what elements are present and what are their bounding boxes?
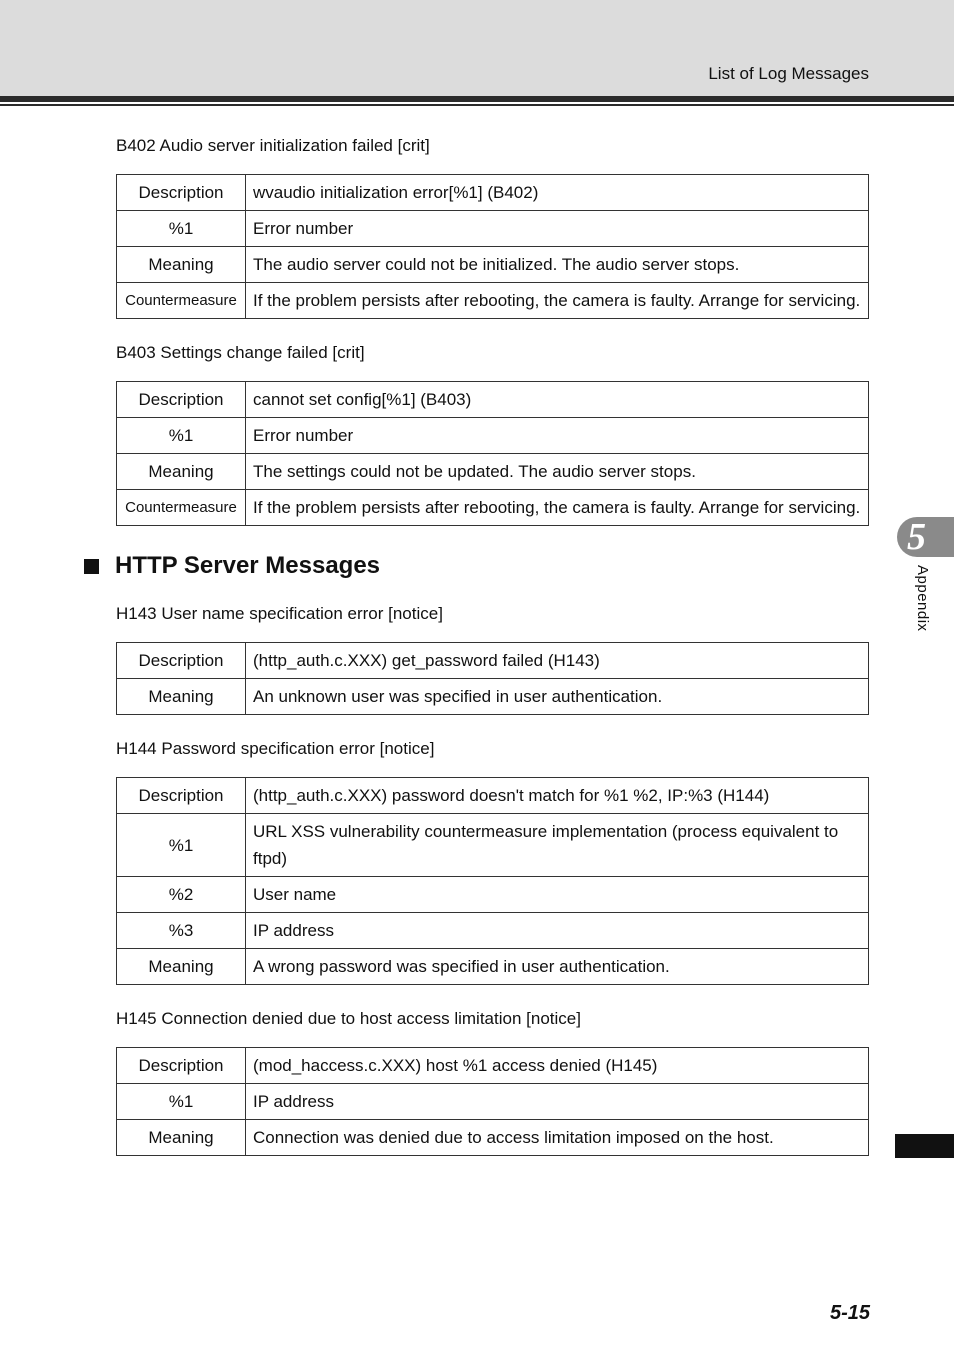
row-value: IP address <box>246 1084 869 1120</box>
row-value: An unknown user was specified in user authentication. <box>246 679 869 715</box>
row-label: Meaning <box>117 247 246 283</box>
table-row <box>117 454 869 490</box>
row-label: Description <box>117 643 246 679</box>
message-table-h145 <box>116 1047 869 1156</box>
main-content <box>116 134 869 1178</box>
table-row <box>117 1048 869 1084</box>
row-label: %1 <box>117 418 246 454</box>
table-row <box>117 418 869 454</box>
table-row <box>117 877 869 913</box>
message-heading-b402: B402 Audio server initialization failed [crit] <box>116 136 430 155</box>
row-value: (mod_haccess.c.XXX) host %1 access denied (H145) <box>246 1048 869 1084</box>
table-row <box>117 949 869 985</box>
row-value: cannot set config[%1] (B403) <box>246 382 869 418</box>
square-bullet-icon <box>84 559 99 574</box>
table-row <box>117 1084 869 1120</box>
table-row <box>117 814 869 877</box>
chapter-label: Appendix <box>914 565 931 632</box>
message-heading-b403: B403 Settings change failed [crit] <box>116 343 365 362</box>
page-number: 5-15 <box>829 1302 870 1324</box>
table-row <box>117 283 869 319</box>
message-heading-h145: H145 Connection denied due to host access limitation [notice] <box>116 1009 581 1028</box>
table-row <box>117 490 869 526</box>
row-label: %1 <box>117 814 246 877</box>
message-table-h143 <box>116 642 869 715</box>
row-label: Countermeasure <box>117 490 246 526</box>
table-row <box>117 382 869 418</box>
row-value: IP address <box>246 913 869 949</box>
row-label: Description <box>117 778 246 814</box>
row-label: Meaning <box>117 1120 246 1156</box>
row-value: (http_auth.c.XXX) get_password failed (H143) <box>246 643 869 679</box>
row-label: %1 <box>117 211 246 247</box>
row-label: Description <box>117 175 246 211</box>
table-row <box>117 211 869 247</box>
row-value: The audio server could not be initialized. The audio server stops. <box>246 247 869 283</box>
row-value: Connection was denied due to access limitation imposed on the host. <box>246 1120 869 1156</box>
message-heading-h143: H143 User name specification error [notice] <box>116 604 443 623</box>
row-value: A wrong password was specified in user authentication. <box>246 949 869 985</box>
table-row <box>117 913 869 949</box>
row-value: URL XSS vulnerability countermeasure implementation (process equivalent to ftpd) <box>246 814 869 877</box>
row-value: If the problem persists after rebooting, the camera is faulty. Arrange for servicing. <box>246 490 869 526</box>
row-value: wvaudio initialization error[%1] (B402) <box>246 175 869 211</box>
message-table-h144 <box>116 777 869 985</box>
header-title: List of Log Messages <box>708 64 869 83</box>
row-label: %3 <box>117 913 246 949</box>
table-row <box>117 175 869 211</box>
message-heading-h144: H144 Password specification error [notice] <box>116 739 435 758</box>
row-value: Error number <box>246 418 869 454</box>
row-label: %2 <box>117 877 246 913</box>
message-table-b402 <box>116 174 869 319</box>
row-label: Countermeasure <box>117 283 246 319</box>
row-value: User name <box>246 877 869 913</box>
row-value: Error number <box>246 211 869 247</box>
row-label: Meaning <box>117 679 246 715</box>
table-row <box>117 1120 869 1156</box>
row-value: (http_auth.c.XXX) password doesn't match for %1 %2, IP:%3 (H144) <box>246 778 869 814</box>
section-title: HTTP Server Messages <box>115 552 381 579</box>
table-row <box>117 679 869 715</box>
chapter-number: 5 <box>907 516 926 558</box>
row-label: %1 <box>117 1084 246 1120</box>
row-label: Description <box>117 382 246 418</box>
row-label: Meaning <box>117 454 246 490</box>
table-row <box>117 247 869 283</box>
row-label: Description <box>117 1048 246 1084</box>
row-label: Meaning <box>117 949 246 985</box>
table-row <box>117 643 869 679</box>
section-heading <box>84 548 869 584</box>
row-value: If the problem persists after rebooting, the camera is faulty. Arrange for servicing. <box>246 283 869 319</box>
header-rule-thick <box>0 96 954 102</box>
message-table-b403 <box>116 381 869 526</box>
row-value: The settings could not be updated. The audio server stops. <box>246 454 869 490</box>
page-edge-marker <box>895 1134 954 1158</box>
table-row <box>117 778 869 814</box>
header-rule-thin <box>0 104 954 106</box>
